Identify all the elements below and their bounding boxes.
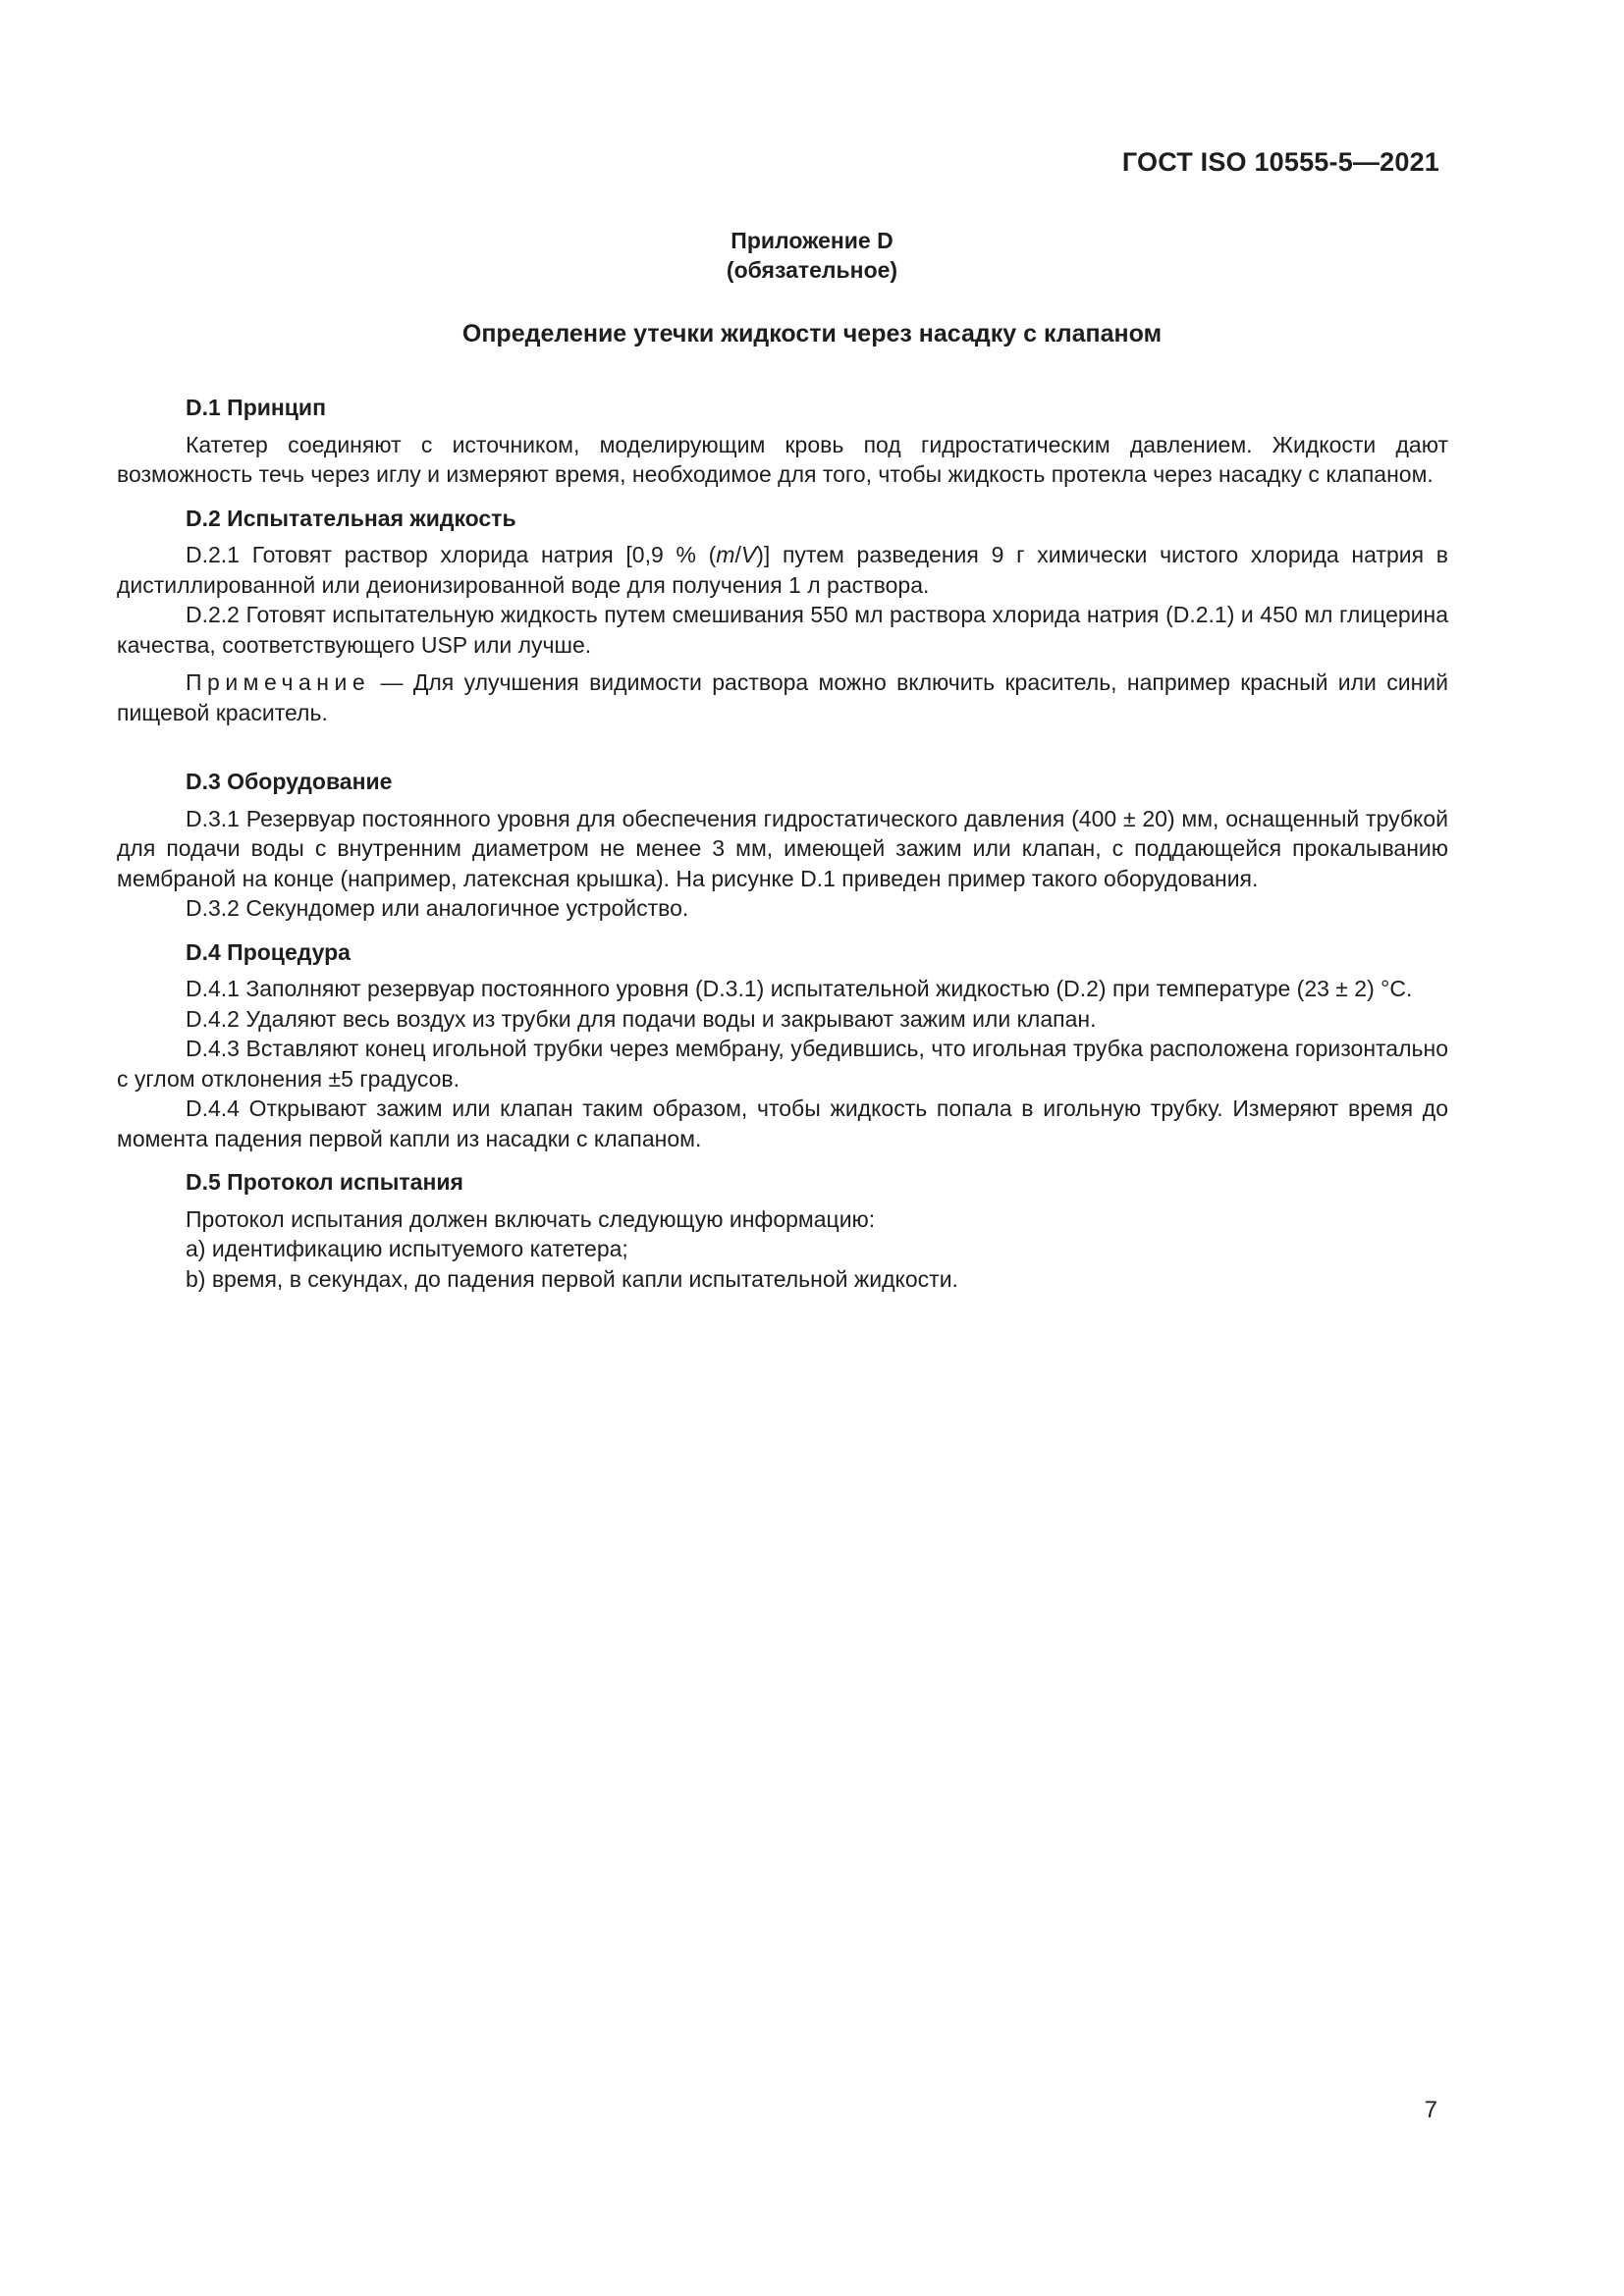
section-d3 <box>117 767 1448 924</box>
paragraph-d5-intro: Протокол испытания должен включать следующую информацию: <box>186 1205 876 1232</box>
annex-heading: Определение утечки жидкости через насадку с клапаном <box>461 320 1163 347</box>
page-number: 7 <box>1424 2097 1437 2123</box>
section-d1 <box>117 393 1448 490</box>
section-d2 <box>117 504 1448 728</box>
paragraph-d4-1: D.4.1 Заполняют резервуар постоянного уровня (D.3.1) испытательной жидкостью (D.2) при температуре (23 ± 2) °C. <box>186 976 1413 1001</box>
annex-status: (обязательное) <box>726 257 898 283</box>
symbol-slash: / <box>734 542 741 567</box>
paragraph-d3-1: D.3.1 Резервуар постоянного уровня для обеспечения гидростатического давления (400 ± 20) мм, оснащенный трубкой для подачи воды с внутренним диаметром не менее 3 мм, имеющей зажим или клапан, с поддающейся прокалыванию мембраной на конце (например, латексная крышка). На рисунке D.1 приведен пример такого оборудования. <box>117 805 1448 891</box>
section-heading-d1: D.1 Принцип <box>186 395 326 420</box>
list-item: a) идентификацию испытуемого катетера; <box>186 1236 628 1261</box>
annex-label: Приложение D <box>731 228 893 253</box>
section-heading-d2: D.2 Испытательная жидкость <box>186 505 516 531</box>
paragraph-d4-3: D.4.3 Вставляют конец игольной трубки через мембрану, убедившись, что игольная трубка расположена горизонтально с углом отклонения ±5 градусов. <box>117 1036 1448 1092</box>
paragraph-d4-4: D.4.4 Открывают зажим или клапан таким образом, чтобы жидкость попала в игольную трубку. Измеряют время до момента падения первой капли из насадки с клапаном. <box>117 1095 1448 1151</box>
symbol-volume: V <box>740 542 757 567</box>
note-text: — Для улучшения видимости раствора можно включить краситель, например красный или синий пищевой краситель. <box>117 669 1448 725</box>
annex-title <box>0 226 1624 285</box>
section-d5 <box>117 1167 1448 1294</box>
section-heading-d5: D.5 Протокол испытания <box>186 1169 463 1195</box>
section-d4 <box>117 937 1448 1154</box>
paragraph-d1: Катетер соединяют с источником, моделирующим кровь под гидростатическим давлением. Жидкости дают возможность течь через иглу и измеряют время, необходимое для того, чтобы жидкость протекла через насадку с клапаном. <box>117 431 1448 487</box>
document-standard-id: ГОСТ ISO 10555-5—2021 <box>1121 147 1439 177</box>
paragraph-d4-2: D.4.2 Удаляют весь воздух из трубки для подачи воды и закрывают зажим или клапан. <box>186 1005 1097 1032</box>
document-body <box>117 393 1448 1308</box>
paragraph-d2-1-start: D.2.1 Готовят раствор хлорида натрия [0,9 % ( <box>186 542 717 567</box>
paragraph-d2-1 <box>117 540 1448 600</box>
paragraph-d2-1-end: )] путем разведения 9 г химически чистого хлорида натрия в дистиллированной или деионизированной воде для получения 1 л раствора. <box>117 542 1448 598</box>
symbol-mass: m <box>716 542 735 567</box>
paragraph-d2-2: D.2.2 Готовят испытательную жидкость путем смешивания 550 мл раствора хлорида натрия (D.2.1) и 450 мл глицерина качества, соответствующего USP или лучше. <box>117 602 1448 658</box>
note-d2 <box>117 667 1448 727</box>
section-heading-d3: D.3 Оборудование <box>186 769 393 794</box>
note-label: Примечание <box>186 669 371 695</box>
section-heading-d4: D.4 Процедура <box>186 938 351 965</box>
paragraph-d3-2: D.3.2 Секундомер или аналогичное устройство. <box>186 895 689 921</box>
list-item: b) время, в секундах, до падения первой капли испытательной жидкости. <box>186 1265 958 1292</box>
